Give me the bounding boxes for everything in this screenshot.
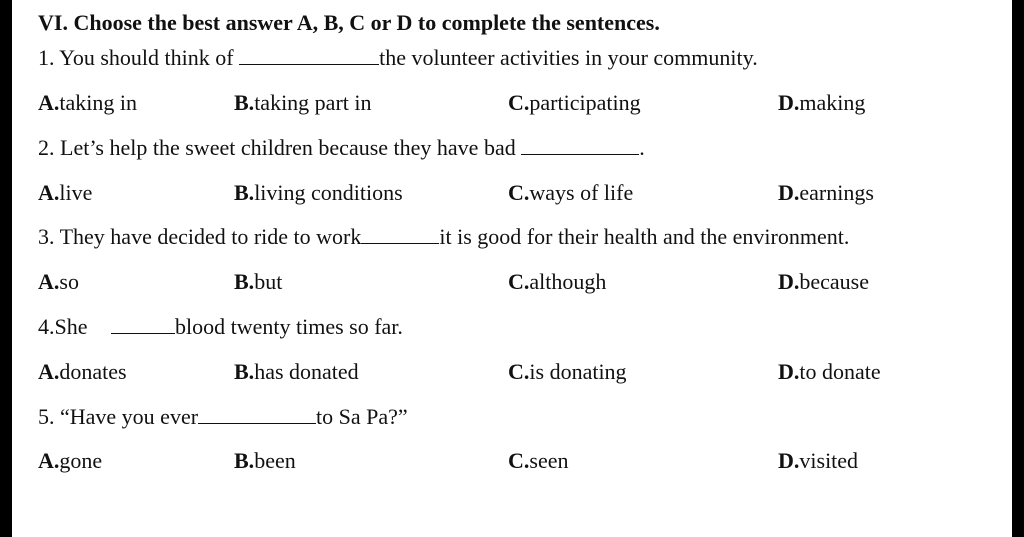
question-5-option-d[interactable]: D.visited — [778, 448, 859, 473]
question-4-blank[interactable] — [111, 315, 175, 334]
question-2-option-c[interactable]: C.ways of life — [508, 180, 634, 205]
question-2-before: 2. Let’s help the sweet children because they have bad — [38, 135, 522, 160]
question-2-blank[interactable] — [521, 136, 639, 155]
question-2-option-d[interactable]: D.earnings — [778, 180, 874, 205]
question-1-before: 1. You should think of — [38, 45, 240, 70]
question-5-option-a[interactable]: A.gone — [38, 448, 103, 473]
question-1 — [38, 45, 758, 71]
worksheet-page — [12, 0, 1012, 537]
question-3-options — [12, 269, 1012, 295]
question-4-after: blood twenty times so far. — [175, 314, 403, 339]
question-1-option-b[interactable]: B.taking part in — [234, 90, 372, 115]
question-2-options — [12, 180, 1012, 206]
question-1-option-d[interactable]: D.making — [778, 90, 866, 115]
question-1-after: the volunteer activities in your community. — [379, 45, 758, 70]
question-4-option-d[interactable]: D.to donate — [778, 359, 881, 384]
question-4-option-b[interactable]: B.has donated — [234, 359, 359, 384]
question-4-option-c[interactable]: C.is donating — [508, 359, 627, 384]
question-1-option-a[interactable]: A.taking in — [38, 90, 137, 115]
question-3-before: 3. They have decided to ride to work — [38, 224, 362, 249]
question-5-option-b[interactable]: B.been — [234, 448, 296, 473]
question-5-blank[interactable] — [198, 405, 316, 424]
question-1-options — [12, 90, 1012, 116]
question-4-options — [12, 359, 1012, 385]
question-3-option-d[interactable]: D.because — [778, 269, 870, 294]
question-3-option-c[interactable]: C.although — [508, 269, 607, 294]
question-5-after: to Sa Pa?” — [316, 404, 408, 429]
question-4-option-a[interactable]: A.donates — [38, 359, 127, 384]
question-3-after: it is good for their health and the environment. — [439, 224, 850, 249]
question-1-option-c[interactable]: C.participating — [508, 90, 641, 115]
question-3-option-b[interactable]: B.but — [234, 269, 283, 294]
question-2-option-b[interactable]: B.living conditions — [234, 180, 403, 205]
question-3 — [38, 224, 849, 250]
question-1-blank[interactable] — [239, 46, 379, 65]
question-5-before: 5. “Have you ever — [38, 404, 199, 429]
question-5 — [38, 404, 408, 430]
question-5-options — [12, 448, 1012, 474]
question-2-after: . — [639, 135, 645, 160]
question-3-option-a[interactable]: A.so — [38, 269, 79, 294]
question-4 — [38, 314, 403, 340]
question-4-before: 4.She — [38, 314, 93, 339]
question-5-option-c[interactable]: C.seen — [508, 448, 569, 473]
exercise-heading: VI. Choose the best answer A, B, C or D to complete the sentences. — [38, 10, 660, 35]
question-2 — [38, 135, 645, 161]
question-2-option-a[interactable]: A.live — [38, 180, 93, 205]
question-3-blank[interactable] — [361, 225, 439, 244]
